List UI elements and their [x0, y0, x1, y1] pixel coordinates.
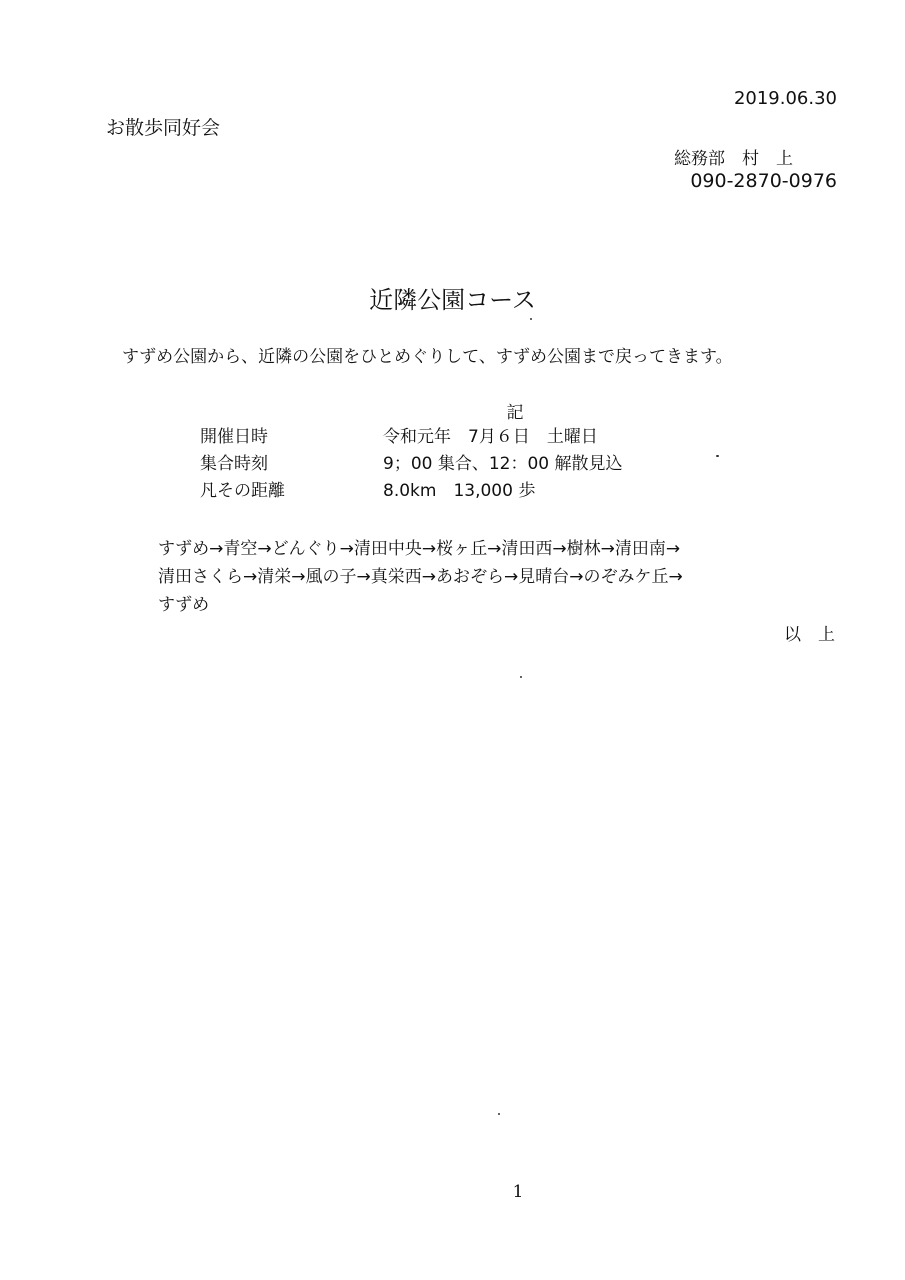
intro-text: すずめ公園から、近隣の公園をひとめぐりして、すずめ公園まで戻ってきます。: [122, 347, 733, 367]
detail-label: 集合時刻: [200, 454, 268, 474]
details-list: [200, 424, 623, 505]
route-line: 清田さくら→清栄→風の子→真栄西→あおぞら→見晴台→のぞみケ丘→: [158, 567, 683, 587]
department-contact: 総務部 村 上: [674, 149, 793, 169]
document-date: 2019.06.30: [733, 88, 837, 109]
scan-speck: [498, 1113, 500, 1115]
detail-row-distance: [200, 478, 623, 505]
detail-label: 凡その距離: [200, 481, 285, 501]
detail-label: 開催日時: [200, 427, 268, 447]
route-description: [158, 535, 683, 619]
document-title: 近隣公園コース: [369, 286, 536, 314]
detail-value: 令和元年 7月６日 土曜日: [383, 427, 598, 447]
contact-phone: 090-2870-0976: [690, 170, 837, 192]
page-number: 1: [512, 1182, 524, 1202]
detail-value: 8.0km 13,000 歩: [383, 481, 536, 501]
detail-row-date: [200, 424, 623, 451]
organization-name: お散歩同好会: [106, 117, 221, 139]
route-line: すずめ→青空→どんぐり→清田中央→桜ヶ丘→清田西→樹林→清田南→: [158, 539, 681, 559]
ki-marker: 記: [506, 403, 524, 423]
detail-value: 9；00 集合、12：00 解散見込: [383, 454, 623, 474]
route-line: すずめ: [158, 595, 210, 615]
scan-speck: [716, 455, 719, 457]
scan-speck: [520, 676, 522, 678]
detail-row-meeting-time: [200, 451, 623, 478]
scan-speck: [530, 318, 532, 320]
closing-mark: 以 上: [784, 625, 835, 645]
